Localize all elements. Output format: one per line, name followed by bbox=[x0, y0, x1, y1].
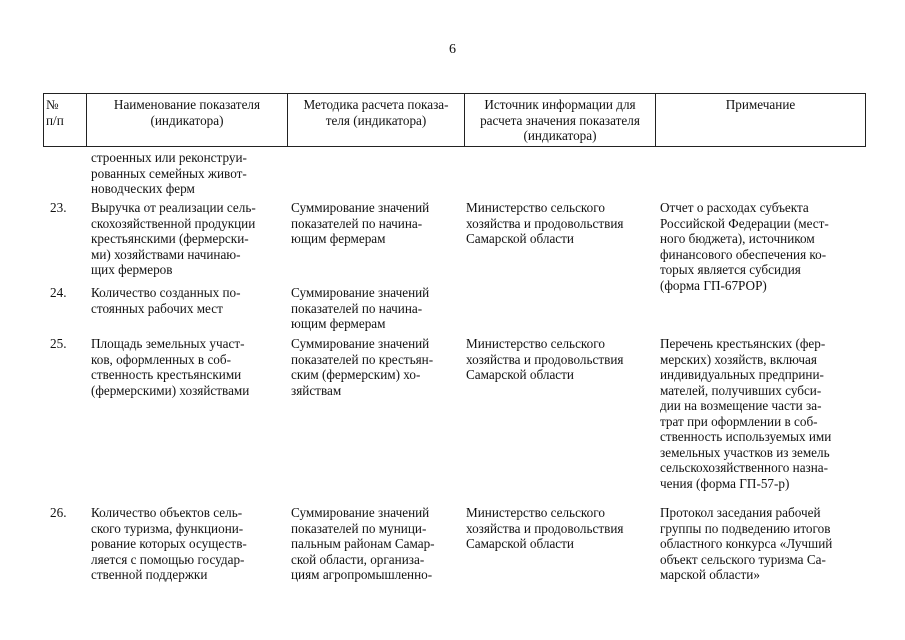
note: Отчет о расходах субъекта Российской Федерации (мест- ного бюджета), источником финансового обеспечения ко- торых является субсидия (форма ГП-67РОР) bbox=[660, 200, 829, 293]
header-num: № п/п bbox=[46, 97, 64, 128]
information-source: Министерство сельского хозяйства и продовольствия Самарской области bbox=[466, 336, 624, 382]
row-number: 26. bbox=[50, 505, 67, 520]
indicator-name: Количество объектов сель- ского туризма, функциони- рование которых осуществ- ляется с помощью государ- ственной поддержки bbox=[91, 505, 247, 582]
table-col-divider bbox=[865, 93, 866, 147]
note: Протокол заседания рабочей группы по подведению итогов областного конкурса «Лучший объект сельского туризма Са- марской области» bbox=[660, 505, 833, 582]
table-col-divider bbox=[86, 93, 87, 147]
calculation-method: Суммирование значений показателей по начина- ющим фермерам bbox=[291, 200, 430, 246]
calculation-method: Суммирование значений показателей по крестьян- ским (фермерским) хо- зяйствам bbox=[291, 336, 434, 398]
row-number: 24. bbox=[50, 285, 67, 300]
information-source: Министерство сельского хозяйства и продовольствия Самарской области bbox=[466, 200, 624, 246]
indicator-name: Количество созданных по- стоянных рабочих мест bbox=[91, 285, 241, 316]
indicator-name: Площадь земельных участ- ков, оформленных в соб- ственность крестьянскими (фермерскими) хозяйствами bbox=[91, 336, 250, 398]
table-top-rule bbox=[43, 93, 866, 94]
table-header-bottom-rule bbox=[43, 146, 866, 147]
header-note: Примечание bbox=[725, 97, 796, 112]
page-number: 6 bbox=[449, 42, 456, 57]
header-source: Источник информации для расчета значения показателя (индикатора) bbox=[480, 97, 640, 143]
information-source: Министерство сельского хозяйства и продовольствия Самарской области bbox=[466, 505, 624, 551]
continuation-name: строенных или реконструи- рованных семейных живот- новодческих ферм bbox=[91, 150, 247, 196]
header-method: Методика расчета показа- теля (индикатора) bbox=[303, 97, 449, 128]
calculation-method: Суммирование значений показателей по муници- пальным районам Самар- ской области, организа- циям агропромышленно- bbox=[291, 505, 435, 582]
calculation-method: Суммирование значений показателей по начина- ющим фермерам bbox=[291, 285, 430, 331]
row-number: 23. bbox=[50, 200, 67, 215]
note: Перечень крестьянских (фер- мерских) хозяйств, включая индивидуальных предприни- мателей, получивших субси- дии на возмещение части за- трат при оформлении в соб- ственность используемых ими земельных участков из земель сельскохозяйственного назна- чения (форма ГП-57-р) bbox=[660, 336, 832, 491]
header-name: Наименование показателя (индикатора) bbox=[113, 97, 261, 128]
row-number: 25. bbox=[50, 336, 67, 351]
indicator-name: Выручка от реализации сель- скохозяйственной продукции крестьянскими (фермерски- ми) хозяйствами начинаю- щих фермеров bbox=[91, 200, 256, 277]
table-col-divider bbox=[43, 93, 44, 147]
